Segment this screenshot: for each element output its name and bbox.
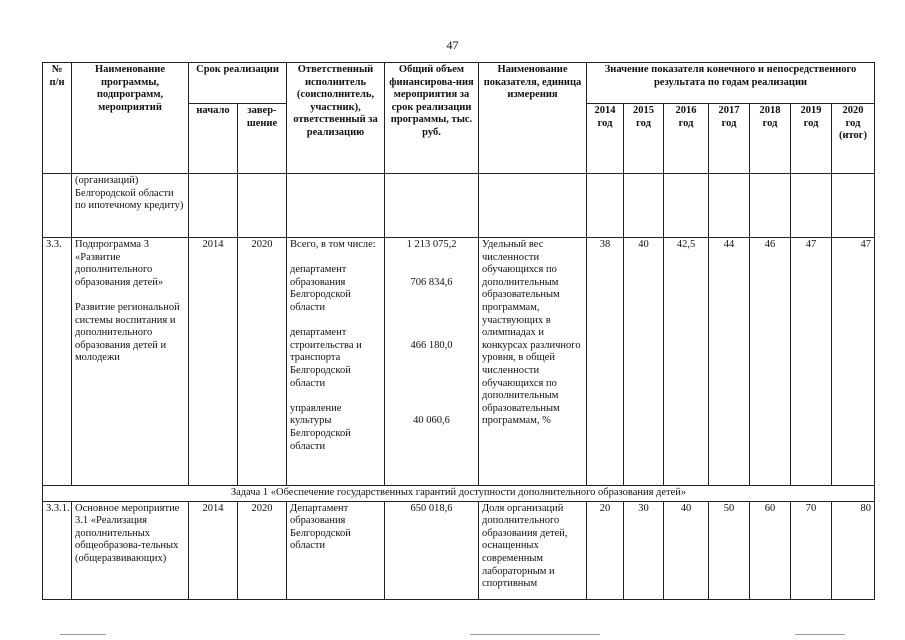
row-indicator: Удельный вес численности обучающихся по дополнительным образовательным программам, участвующих в олимпиадах и конкурсах различного уровня, в общей численности обучающихся по дополнительным образовательным программам, % — [479, 238, 587, 486]
scan-edge-mark — [60, 634, 106, 635]
executor-total: Всего, в том числе: — [290, 239, 376, 250]
table-row — [43, 501, 875, 599]
value-cell: 30 — [624, 501, 664, 599]
row-num: 3.3. — [43, 238, 72, 486]
value-cell: 44 — [709, 238, 750, 486]
executor-education: департамент образования Белгородской области — [290, 264, 351, 313]
row-finance: 650 018,6 — [385, 501, 479, 599]
executor-culture: управление культуры Белгородской области — [290, 402, 351, 452]
finance-total: 1 213 075,2 — [406, 239, 457, 250]
row-num: 3.3.1. — [43, 501, 72, 599]
value-cell: 70 — [791, 501, 832, 599]
value-cell: 38 — [587, 238, 624, 486]
header-year: 2015 год — [624, 104, 664, 174]
row-name: Основное мероприятие 3.1 «Реализация дополнительных общеобразова-тельных (общеразвивающих) — [72, 501, 189, 599]
value-cell: 40 — [624, 238, 664, 486]
value-cell: 42,5 — [664, 238, 709, 486]
header-end: завер-шение — [238, 104, 287, 174]
row-start: 2014 — [189, 501, 238, 599]
header-year: 2020 год (итог) — [832, 104, 875, 174]
value-cell: 46 — [750, 238, 791, 486]
value-cell: 40 — [664, 501, 709, 599]
value-cell: 50 — [709, 501, 750, 599]
header-year: 2014 год — [587, 104, 624, 174]
header-start: начало — [189, 104, 238, 174]
table-row — [43, 486, 875, 502]
row-end: 2020 — [238, 501, 287, 599]
finance-culture: 40 060,6 — [413, 415, 450, 427]
subprogram-title: Подпрограмма 3 «Развитие дополнительного образования детей» — [75, 239, 164, 288]
table-row — [43, 174, 875, 238]
header-year: 2016 год — [664, 104, 709, 174]
row-end: 2020 — [238, 238, 287, 486]
row-start: 2014 — [189, 238, 238, 486]
page-number: 47 — [446, 38, 459, 52]
scan-edge-mark — [470, 634, 600, 635]
row-indicator: Доля организаций дополнительного образования детей, оснащенных современным лабораторным и спортивным — [479, 501, 587, 599]
row-executor: Департамент образования Белгородской области — [287, 501, 385, 599]
finance-education: 706 834,6 — [410, 276, 453, 288]
task-heading: Задача 1 «Обеспечение государственных гарантий доступности дополнительного образования детей» — [43, 486, 875, 502]
row-name — [72, 238, 189, 486]
header-indicator: Наименование показателя, единица измерения — [479, 63, 587, 174]
value-cell: 47 — [791, 238, 832, 486]
executor-construction: департамент строительства и транспорта Белгородской области — [290, 327, 362, 389]
program-table — [42, 62, 875, 600]
subprogram-goal: Развитие региональной системы воспитания и дополнительного образования детей и молодежи — [75, 301, 180, 364]
header-name: Наименование программы, подпрограмм, мероприятий — [72, 63, 189, 174]
value-cell: 47 — [832, 238, 875, 486]
table-row — [43, 238, 875, 486]
finance-construction: 466 180,0 — [410, 339, 453, 351]
header-year: 2017 год — [709, 104, 750, 174]
scan-edge-mark — [795, 634, 845, 635]
header-term: Срок реализации — [189, 63, 287, 104]
header-num: № п/н — [43, 63, 72, 174]
value-cell: 80 — [832, 501, 875, 599]
header-executor: Ответственный исполнитель (соисполнитель, участник), ответственный за реализацию — [287, 63, 385, 174]
row-finance — [385, 238, 479, 486]
row-name: (организаций) Белгородской области по ипотечному кредиту) — [72, 174, 189, 238]
row-executor — [287, 238, 385, 486]
value-cell: 60 — [750, 501, 791, 599]
header-finance: Общий объем финансирова-ния мероприятия за срок реализации программы, тыс. руб. — [385, 63, 479, 174]
header-values: Значение показателя конечного и непосредственного результата по годам реализации — [587, 63, 875, 104]
header-year: 2018 год — [750, 104, 791, 174]
value-cell: 20 — [587, 501, 624, 599]
header-year: 2019 год — [791, 104, 832, 174]
